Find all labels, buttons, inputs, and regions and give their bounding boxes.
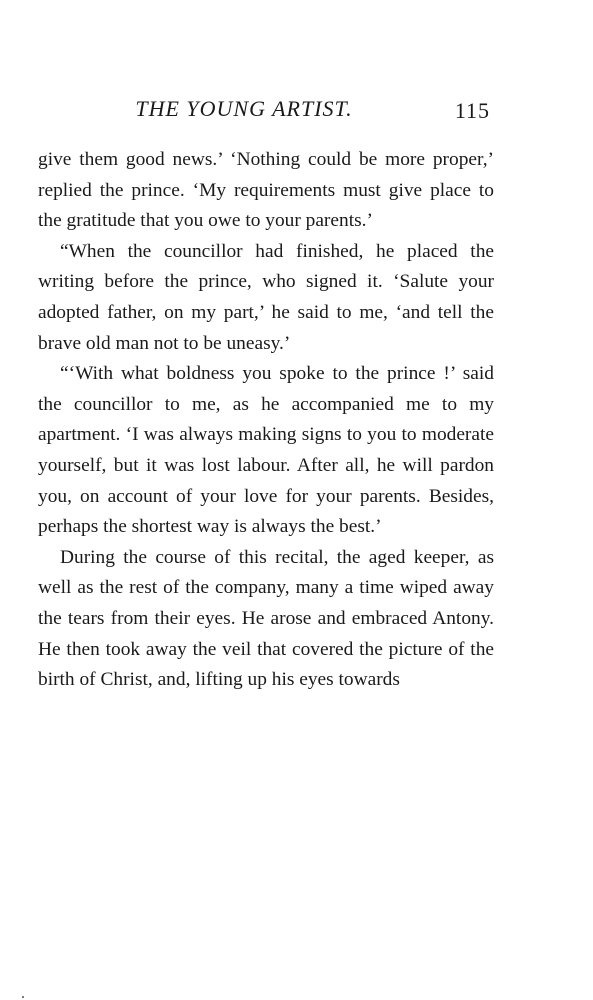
paragraph-2: “When the councillor had finished, he placed the writing before the prince, who signed it. ‘Salute your adopted father, on my part,’ he said to me, ‘and tell the brave old man not to be uneasy.’ <box>38 240 494 354</box>
page-number: 115 <box>454 98 490 123</box>
running-title: THE YOUNG ARTIST. <box>135 96 353 121</box>
body-text <box>38 145 494 696</box>
running-head <box>38 96 490 130</box>
paragraph-4: During the course of this recital, the aged keeper, as well as the rest of the company, many a time wiped away the tears from their eyes. He arose and embraced Antony. He then took away the veil that covered the picture of the birth of Christ, and, lifting up his eyes towards <box>38 546 494 691</box>
paragraph-1: give them good news.’ ‘Nothing could be more proper,’ replied the prince. ‘My requirements must give place to the gratitude that you owe to your parents.’ <box>38 149 494 232</box>
paper-speck <box>22 996 24 998</box>
paragraph-3: “‘With what boldness you spoke to the prince !’ said the councillor to me, as he accompanied me to my apartment. ‘I was always making signs to you to moderate yourself, but it was lost labour. After all, he will pardon you, on account of your love for your parents. Besides, perhaps the shortest way is always the best.’ <box>38 363 494 538</box>
